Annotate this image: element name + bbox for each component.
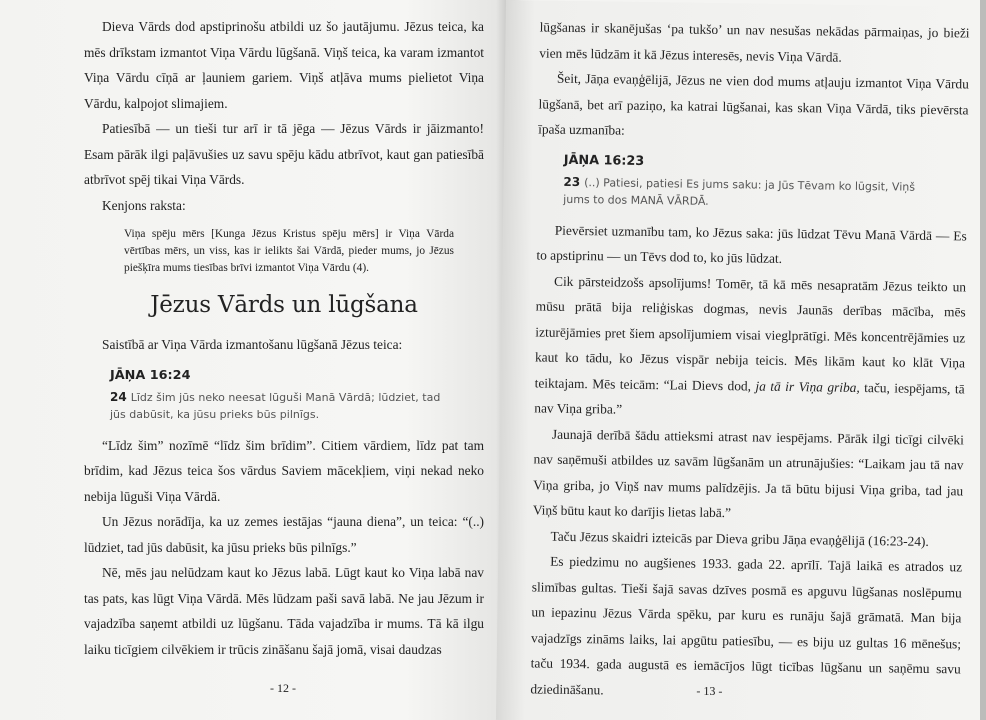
paragraph: Saistībā ar Viņa Vārda izmantošanu lūgšanā Jēzus teica: <box>102 337 403 353</box>
paragraph: Taču Jēzus skaidri izteicās par Dieva gribu Jāņa evaņģēlijā (16:23-24). <box>550 528 929 549</box>
paragraph: Dieva Vārds dod apstiprinošu atbildi uz šo jautājumu. Jēzus teica, ka mēs drīkstam izmantot Viņa Vārdu lūgšanā. Viņš teica, ka varam izmantot Viņa Vārdu cīņā ar ļauniem gariem. Viņš atļāva mums pielietot Viņa Vārdu, kalpojot slimajiem. <box>84 19 484 111</box>
verse-text: (..) Patiesi, patiesi Es jums saku: ja Jūs Tēvam ko lūgsit, Viņš jums to dos MANĀ VĀRDĀ. <box>563 175 916 208</box>
paragraph-text: Cik pārsteidzošs apsolījums! Tomēr, tā kā mēs nesapratām Jēzus teikto un mūsu prātā bija reliģiskas dogmas, nevis Jaunās derības mācība, mēs izturējāmies pret šiem apsolījumiem visai vieglprātīgi. Mēs koncentrējāmies uz kaut ko tādu, ko Jēzus vispār nebija teicis. Mēs likām kaut ko klāt Viņa teiktajam. Mēs teicām: “Lai Dievs dod, <box>534 273 967 393</box>
verse-number: 23 <box>563 174 581 189</box>
page-number: - 13 - <box>696 683 723 699</box>
paragraph-text: taču, iespējams, tā nav Viņa griba.” <box>534 379 965 417</box>
verse-reference: JĀŅA 16:24 <box>110 367 191 383</box>
paragraph: Pievērsiet uzmanību tam, ko Jēzus saka: jūs lūdzat Tēvu Manā Vārdā — Es to apstiprinu — un Tēvs dod to, ko jūs lūdzat. <box>536 222 967 266</box>
paragraph: Jaunajā derībā šādu attieksmi atrast nav iespējams. Pārāk ilgi ticīgi cilvēki nav saņēmuši atbildes uz savām lūgšanām un atrunājušies: “Laikam jau tā nav Viņa griba, jo Viņš nav mums palīdzējis. Ja tā būtu bijusi Viņa griba, tad jau Viņš būtu kaut ko darījis lietas labā.” <box>532 426 965 521</box>
verse-text-block <box>110 389 450 423</box>
paragraph: Šeit, Jāņa evaņģēlijā, Jēzus ne vien dod mums atļauju izmantot Viņa Vārdu lūgšanā, bet arī paziņo, ka katrai lūgšanai, kas skan Viņa Vārdā, tiks pievērsta īpaša uzmanība: <box>538 70 969 138</box>
paragraph: Es piedzimu no augšienes 1933. gada 22. aprīlī. Tajā laikā es atrados uz slimības gultas. Tieši šajā savas dzīves posmā es apguvu lūgšanas noslēpumu un iepazinu Jēzus Vārda spēku, par kuru es runāju šajā grāmatā. Man bija vajadzīgs zināms laiks, lai apgūtu patiesību, — es biju uz gultas 16 mēnešus; taču 1934. gada augustā es iemācījos lūgt ticības lūgšanu un saņēmu savu dziedināšanu. <box>530 553 963 697</box>
verse-text: Līdz šim jūs neko neesat lūguši Manā Vārdā; lūdziet, tad jūs dabūsit, ka jūsu prieks būs pilnīgs. <box>110 390 441 421</box>
verse-text-block <box>563 173 933 212</box>
paragraph: “Līdz šim” nozīmē “līdz šim brīdim”. Citiem vārdiem, līdz pat tam brīdim, kad Jēzus teica šos vārdus Saviem mācekļiem, viņi nekad neko nebija lūguši Viņa Vārdā. <box>84 437 484 504</box>
paragraph: lūgšanas ir skanējušas ‘pa tukšo’ un nav nesušas nekādas pārmaiņas, jo bieži vien mēs lūdzām it kā Jēzus interesēs, nevis Viņa Vārdā. <box>539 19 970 65</box>
paragraph: Patiesībā — un tieši tur arī ir tā jēga — Jēzus Vārds ir jāizmanto! Esam pārāk ilgi paļāvušies uz savu spēju kādu atbrīvot, kaut gan patiesībā atbrīvot spēj tikai Viņa Vārds. <box>84 121 484 187</box>
paragraph: Nē, mēs jau nelūdzam kaut ko Jēzus labā. Lūgt kaut ko Viņa labā nav tas pats, kas lūgt Viņa Vārdā. Mēs lūdzam paši savā labā. Ne jau Jēzum ir vajadzība saņemt atbildi uz lūgšanu. Tāda vajadzība ir mums. Tā kā ilgu laiku ticīgiem cilvēkiem ir trūcis zināšanu šajā jomā, visai daudzas <box>84 565 484 657</box>
page-edge <box>980 0 986 720</box>
paragraph: Kenjons raksta: <box>102 197 186 213</box>
verse-reference: JĀŅA 16:23 <box>563 152 645 169</box>
paragraph <box>534 268 966 427</box>
section-heading: Jēzus Vārds un lūgšana <box>150 292 418 319</box>
right-page <box>496 0 986 720</box>
verse-number: 24 <box>110 389 127 404</box>
page-number: - 12 - <box>270 681 296 695</box>
italic-phrase: ja tā ir Viņa griba, <box>755 378 860 395</box>
block-quote: Viņa spēju mērs [Kunga Jēzus Kristus spēju mērs] ir Viņa Vārda vērtības mērs, un viss, kas ir ielikts šai Vārdā, pieder mums, jo Jēzus piešķīra mums tiesības brīvi izmantot Viņa Vārdu (4). <box>124 228 454 274</box>
paragraph: Un Jēzus norādīja, ka uz zemes iestājas “jauna diena”, un teica: “(..) lūdziet, tad jūs dabūsit, ka jūsu prieks būs pilnīgs.” <box>84 514 484 555</box>
